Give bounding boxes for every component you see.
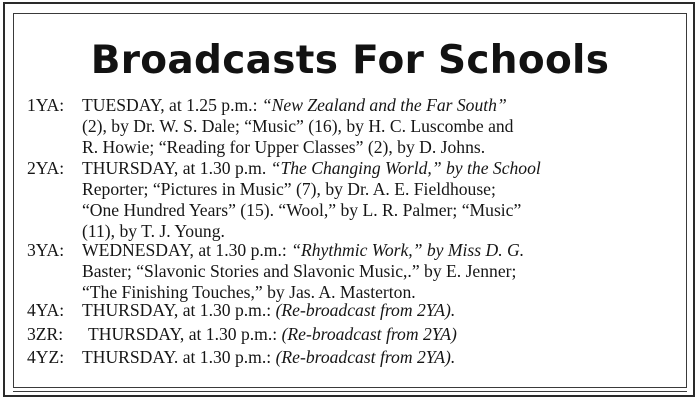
entry-line	[27, 116, 675, 137]
schedule-time: TUESDAY, at 1.25 p.m.:	[82, 95, 262, 115]
program-text: R. Howie; “Reading for Upper Classes” (2), by D. Johns.	[82, 137, 486, 157]
entry-line	[27, 95, 675, 116]
entry-line	[27, 179, 675, 200]
entry-line	[27, 221, 675, 242]
entry-line	[27, 158, 675, 179]
program-text: (Re-broadcast from 2YA).	[275, 300, 456, 320]
program-text: “The Changing World,” by the School	[270, 158, 541, 178]
schedule-time: THURSDAY, at 1.30 p.m.	[82, 158, 271, 178]
station-call-sign: 3ZR:	[27, 324, 64, 344]
station-call-sign: 1YA:	[27, 95, 65, 115]
entry-line	[27, 261, 675, 282]
station-call-sign: 3YA:	[27, 240, 65, 260]
program-text: Baster; “Slavonic Stories and Slavonic Music,.” by E. Jenner;	[82, 261, 517, 281]
program-text: (2), by Dr. W. S. Dale; “Music” (16), by H. C. Luscombe and	[82, 116, 514, 136]
station-call-sign: 4YZ:	[27, 347, 65, 367]
schedule-entry	[27, 300, 675, 321]
schedule-entry	[27, 95, 675, 158]
entry-line	[27, 347, 675, 368]
schedule-entry	[27, 240, 675, 303]
program-text: Reporter; “Pictures in Music” (7), by Dr. A. E. Fieldhouse;	[82, 179, 496, 199]
schedule-time: THURSDAY, at 1.30 p.m.:	[88, 324, 282, 344]
schedule-time: THURSDAY, at 1.30 p.m.:	[82, 300, 276, 320]
program-text: (Re-broadcast from 2YA)	[281, 324, 457, 344]
station-call-sign: 2YA:	[27, 158, 65, 178]
schedule-time: WEDNESDAY, at 1.30 p.m.:	[82, 240, 292, 260]
program-text: “The Finishing Touches,” by Jas. A. Masterton.	[82, 282, 416, 302]
entry-line	[27, 300, 675, 321]
page-title: Broadcasts For Schools	[90, 38, 610, 83]
entry-line	[27, 137, 675, 158]
program-text: (Re-broadcast from 2YA).	[275, 347, 456, 367]
entry-line	[27, 240, 675, 261]
bottom-rule	[13, 391, 687, 392]
entry-line	[27, 324, 675, 345]
schedule-entry	[27, 347, 675, 368]
program-text: “New Zealand and the Far South”	[261, 95, 507, 115]
program-text: (11), by T. J. Young.	[82, 221, 225, 241]
entry-line	[27, 200, 675, 221]
program-text: “Rhythmic Work,” by Miss D. G.	[291, 240, 525, 260]
schedule-time: THURSDAY. at 1.30 p.m.:	[82, 347, 276, 367]
schedule-entry	[27, 324, 675, 345]
station-call-sign: 4YA:	[27, 300, 65, 320]
program-text: “One Hundred Years” (15). “Wool,” by L. R. Palmer; “Music”	[82, 200, 522, 220]
schedule-entry	[27, 158, 675, 242]
